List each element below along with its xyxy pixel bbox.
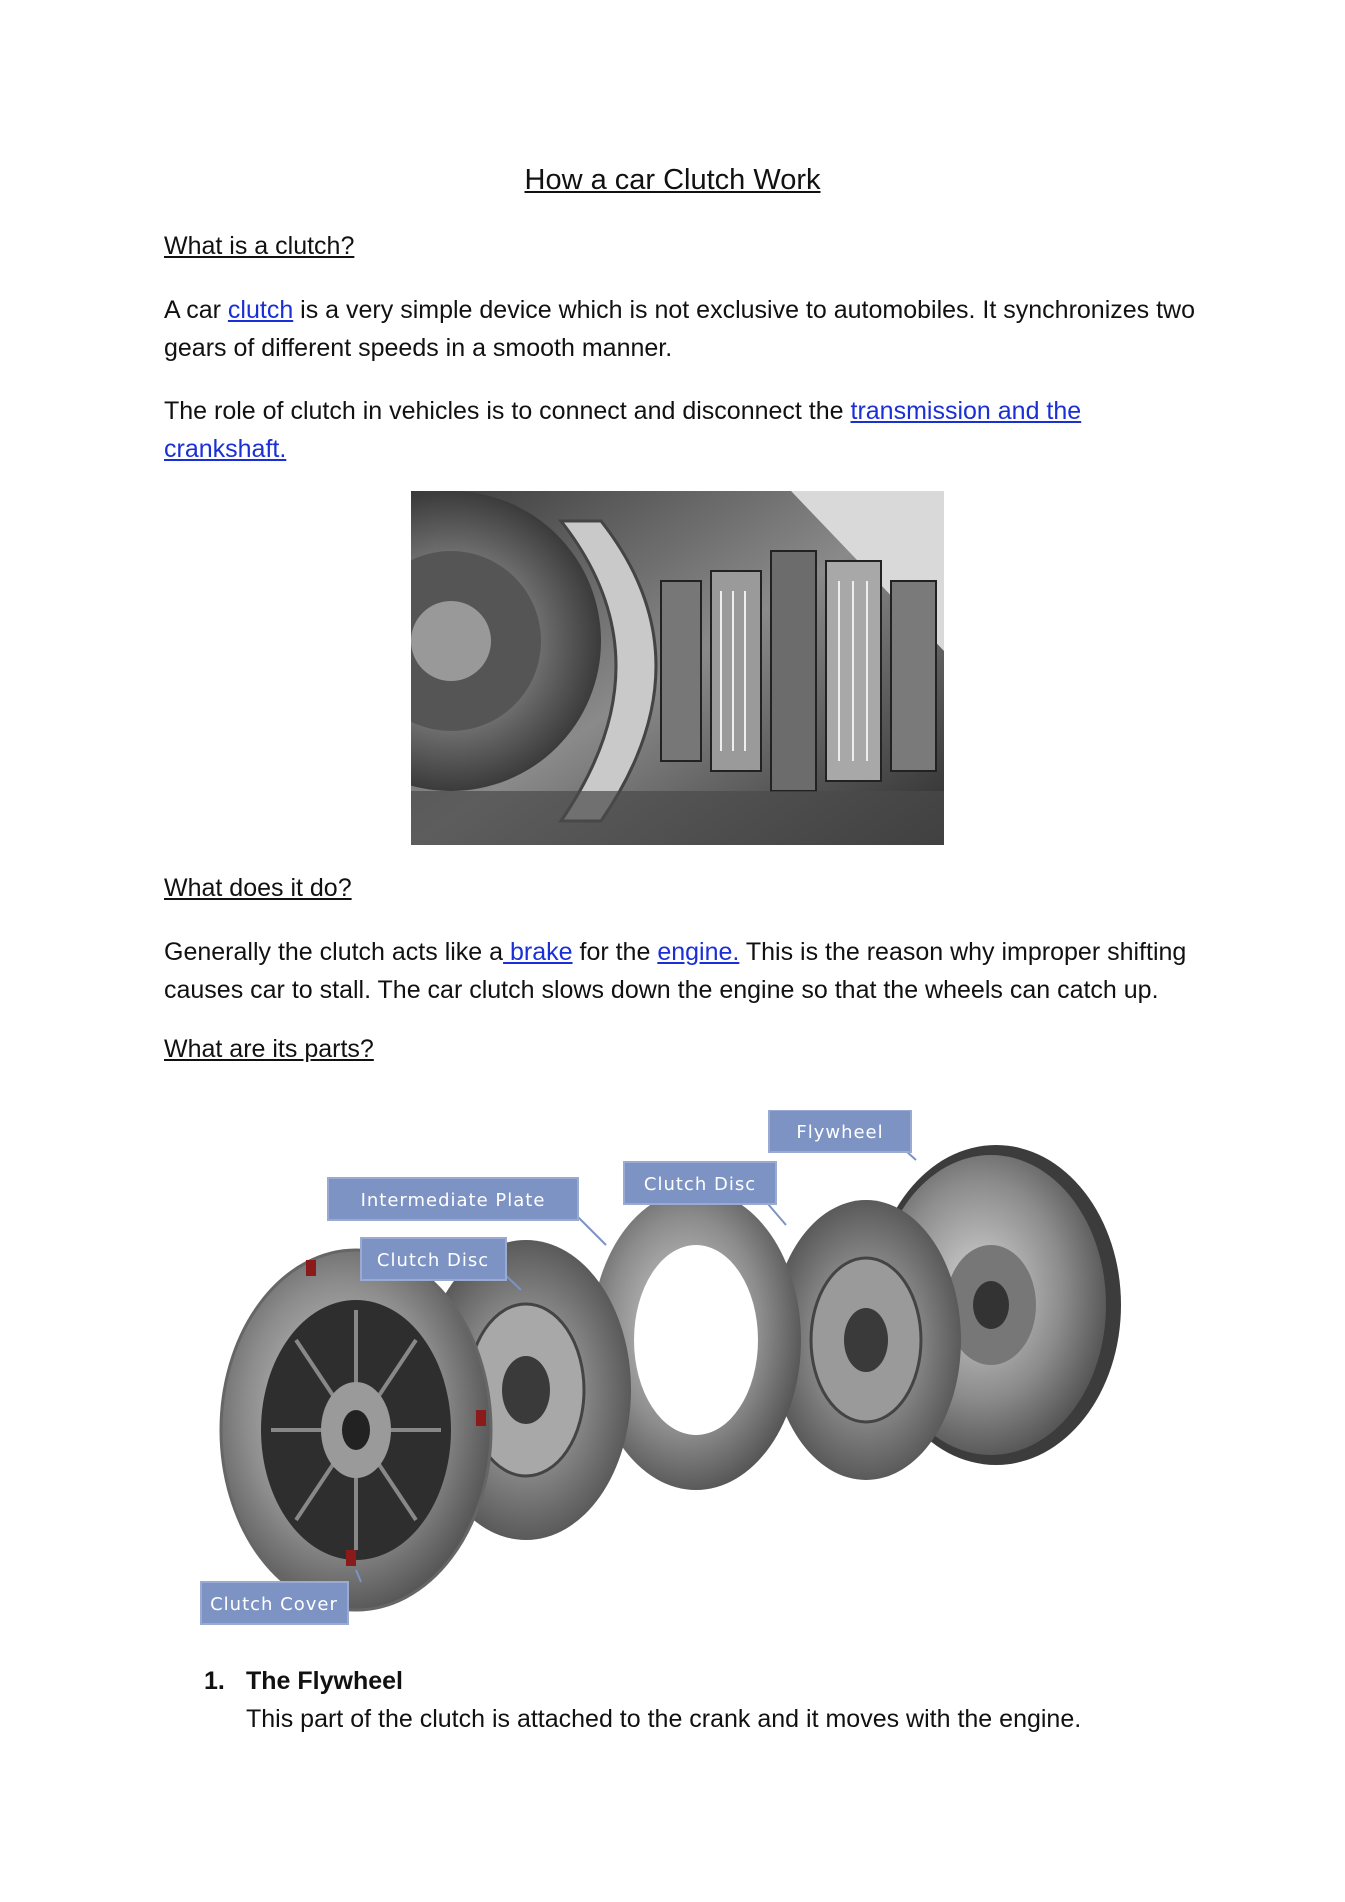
page-title: How a car Clutch Work <box>524 164 821 196</box>
paragraph-clutch-definition <box>164 291 1204 367</box>
label-flywheel-text: Flywheel <box>796 1122 884 1143</box>
list-item-description: This part of the clutch is attached to the crank and it moves with the engine. <box>246 1705 1082 1733</box>
label-clutch-cover-text: Clutch Cover <box>210 1594 338 1615</box>
text-segment: This is the reason why improper shifting causes car to stall. The car clutch slows down the engine so that the wheels can catch up. <box>164 938 1187 1004</box>
label-clutch-disc-left <box>361 1238 506 1280</box>
text-segment: for the <box>572 938 658 966</box>
list-item <box>204 1662 1081 1738</box>
text-segment: Generally the clutch acts like a <box>164 938 504 966</box>
label-clutch-disc-left-text: Clutch Disc <box>376 1250 490 1271</box>
parts-list <box>204 1662 1081 1738</box>
link-transmission-crankshaft[interactable]: transmission and the crankshaft. <box>164 397 1082 463</box>
label-clutch-cover <box>201 1582 348 1624</box>
clutch-cover-part <box>221 1250 491 1610</box>
clutch-parts-diagram <box>196 1110 1166 1630</box>
paragraph-clutch-function <box>164 933 1204 1009</box>
label-intermediate-plate-text: Intermediate Plate <box>360 1190 546 1211</box>
list-item-number: 1. <box>204 1667 225 1695</box>
paragraph-clutch-role <box>164 392 1204 468</box>
link-engine[interactable]: engine. <box>657 938 740 966</box>
label-clutch-disc-right <box>624 1162 776 1204</box>
label-intermediate-plate <box>328 1178 578 1220</box>
label-clutch-disc-right-text: Clutch Disc <box>643 1174 757 1195</box>
heading-what-does-it-do: What does it do? <box>164 874 352 902</box>
text-segment: A car <box>164 296 228 324</box>
link-clutch[interactable]: clutch <box>227 296 294 324</box>
text-segment: The role of clutch in vehicles is to connect and disconnect the <box>164 397 851 425</box>
label-flywheel <box>769 1110 911 1152</box>
list-item-title: The Flywheel <box>246 1667 403 1695</box>
heading-what-is-clutch: What is a clutch? <box>164 232 355 260</box>
heading-what-are-its-parts: What are its parts? <box>164 1035 374 1063</box>
transmission-cutaway-image <box>411 491 944 845</box>
link-brake[interactable]: brake <box>503 938 573 966</box>
text-segment: is a very simple device which is not exclusive to automobiles. It synchronizes two gears of different speeds in a smooth manner. <box>164 296 1196 362</box>
